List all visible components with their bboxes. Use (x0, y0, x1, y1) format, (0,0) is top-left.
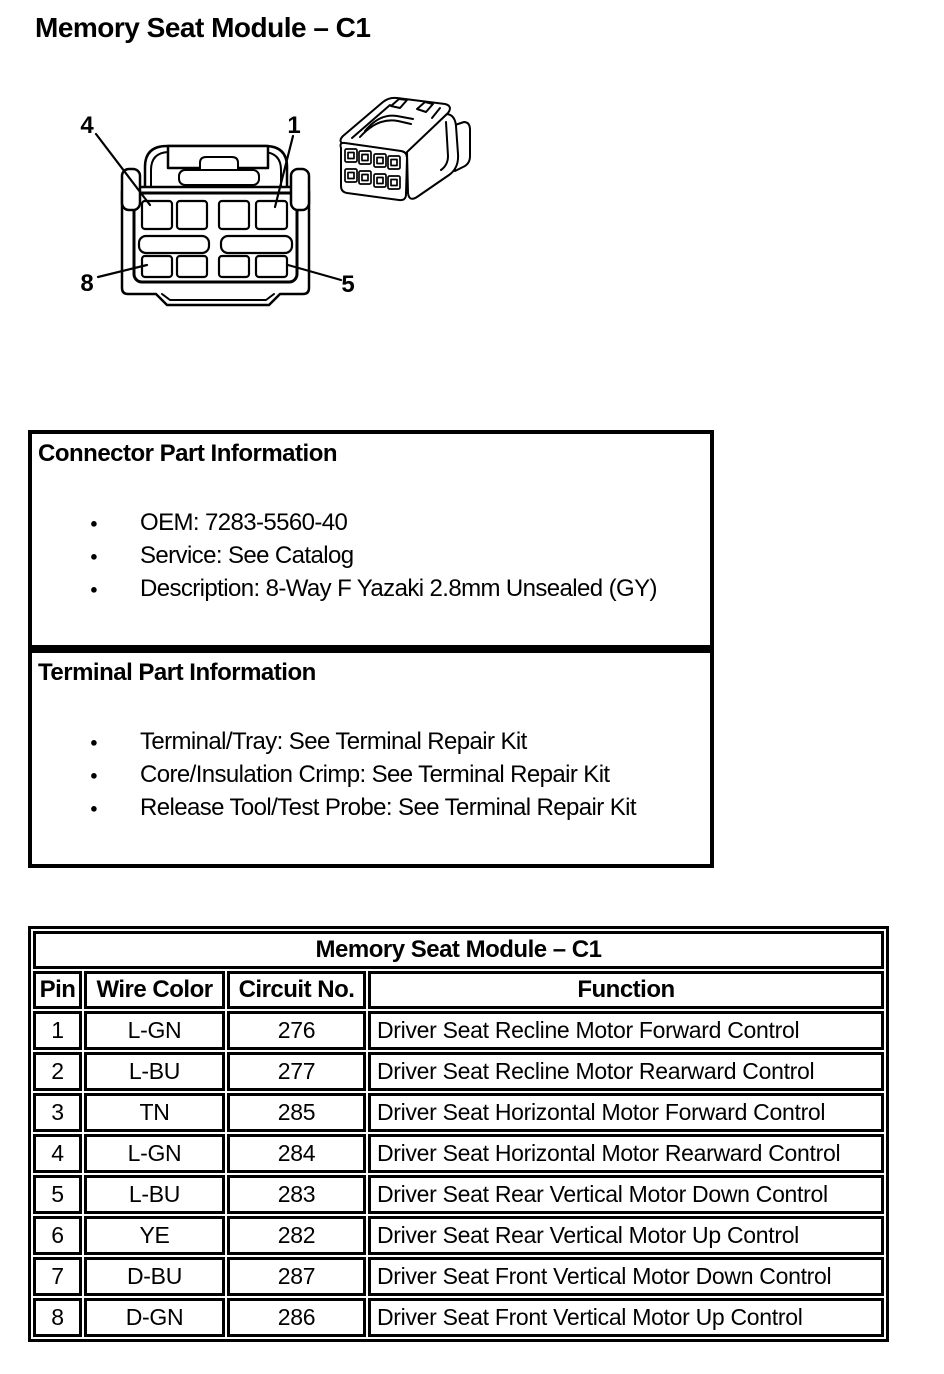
function-cell: Driver Seat Horizontal Motor Forward Control (368, 1093, 884, 1132)
pin-cell: 5 (33, 1175, 82, 1214)
column-header-circuit: Circuit No. (227, 971, 366, 1009)
pin-label-bottom-right: 5 (341, 271, 355, 298)
pin-cell: 7 (33, 1257, 82, 1296)
spec-item-text: ● Core/Insulation Crimp: See Terminal Repair Kit (140, 760, 610, 788)
terminal-part-info-title: Terminal Part Information (38, 659, 316, 686)
terminal-part-info-list (32, 725, 710, 824)
connector-part-info-title: Connector Part Information (38, 440, 338, 467)
pin-cell: 8 (33, 1298, 82, 1337)
spec-item-text: ● Terminal/Tray: See Terminal Repair Kit (140, 727, 527, 755)
function-cell: Driver Seat Recline Motor Rearward Control (368, 1052, 884, 1091)
spec-item-text: ● Description: 8-Way F Yazaki 2.8mm Unsealed (GY) (140, 574, 657, 602)
circuit-cell: 276 (227, 1011, 366, 1050)
column-header-wire: Wire Color (84, 971, 225, 1009)
spec-item (32, 791, 710, 824)
table-title-row (33, 931, 884, 969)
table-row (33, 1175, 884, 1214)
function-cell: Driver Seat Horizontal Motor Rearward Control (368, 1134, 884, 1173)
wire-color-cell: TN (84, 1093, 225, 1132)
table-header-row (33, 971, 884, 1009)
table-title: Memory Seat Module – C1 (33, 931, 884, 969)
table-row (33, 1093, 884, 1132)
connector-front-view-drawing (122, 146, 309, 305)
circuit-cell: 286 (227, 1298, 366, 1337)
wire-color-cell: L-BU (84, 1052, 225, 1091)
spec-item-text: ● Release Tool/Test Probe: See Terminal Repair Kit (140, 793, 636, 821)
wire-color-cell: D-BU (84, 1257, 225, 1296)
function-cell: Driver Seat Rear Vertical Motor Down Control (368, 1175, 884, 1214)
circuit-cell: 285 (227, 1093, 366, 1132)
function-cell: Driver Seat Front Vertical Motor Up Control (368, 1298, 884, 1337)
connector-figure (55, 90, 485, 325)
table-row (33, 1257, 884, 1296)
pin-cell: 4 (33, 1134, 82, 1173)
pin-label-bottom-left: 8 (80, 270, 94, 297)
pin-cell: 3 (33, 1093, 82, 1132)
spec-item (32, 539, 710, 572)
pin-cell: 6 (33, 1216, 82, 1255)
wire-color-cell: YE (84, 1216, 225, 1255)
column-header-pin: Pin (33, 971, 82, 1009)
wire-color-cell: L-GN (84, 1134, 225, 1173)
column-header-function: Function (368, 971, 884, 1009)
pin-label-top-left: 4 (80, 112, 94, 139)
circuit-cell: 282 (227, 1216, 366, 1255)
pin-cell: 2 (33, 1052, 82, 1091)
wire-color-cell: D-GN (84, 1298, 225, 1337)
spec-item-text: ● Service: See Catalog (140, 541, 354, 569)
table-row (33, 1216, 884, 1255)
circuit-cell: 284 (227, 1134, 366, 1173)
page-title: Memory Seat Module – C1 (35, 12, 371, 43)
pin-cell: 1 (33, 1011, 82, 1050)
spec-item (32, 758, 710, 791)
connector-3d-view-drawing (341, 98, 471, 200)
connector-part-info-list (32, 506, 710, 605)
table-row (33, 1298, 884, 1337)
pin-label-top-right: 1 (287, 112, 301, 139)
spec-item (32, 725, 710, 758)
spec-item (32, 506, 710, 539)
table-row (33, 1011, 884, 1050)
terminal-part-info-box (28, 649, 714, 868)
table-row (33, 1052, 884, 1091)
connector-part-info-box (28, 430, 714, 649)
circuit-cell: 287 (227, 1257, 366, 1296)
function-cell: Driver Seat Rear Vertical Motor Up Control (368, 1216, 884, 1255)
circuit-cell: 277 (227, 1052, 366, 1091)
spec-item (32, 572, 710, 605)
pinout-table (28, 926, 889, 1342)
function-cell: Driver Seat Recline Motor Forward Control (368, 1011, 884, 1050)
wire-color-cell: L-BU (84, 1175, 225, 1214)
spec-item-text: ● OEM: 7283-5560-40 (140, 508, 348, 536)
table-row (33, 1134, 884, 1173)
function-cell: Driver Seat Front Vertical Motor Down Control (368, 1257, 884, 1296)
wire-color-cell: L-GN (84, 1011, 225, 1050)
circuit-cell: 283 (227, 1175, 366, 1214)
